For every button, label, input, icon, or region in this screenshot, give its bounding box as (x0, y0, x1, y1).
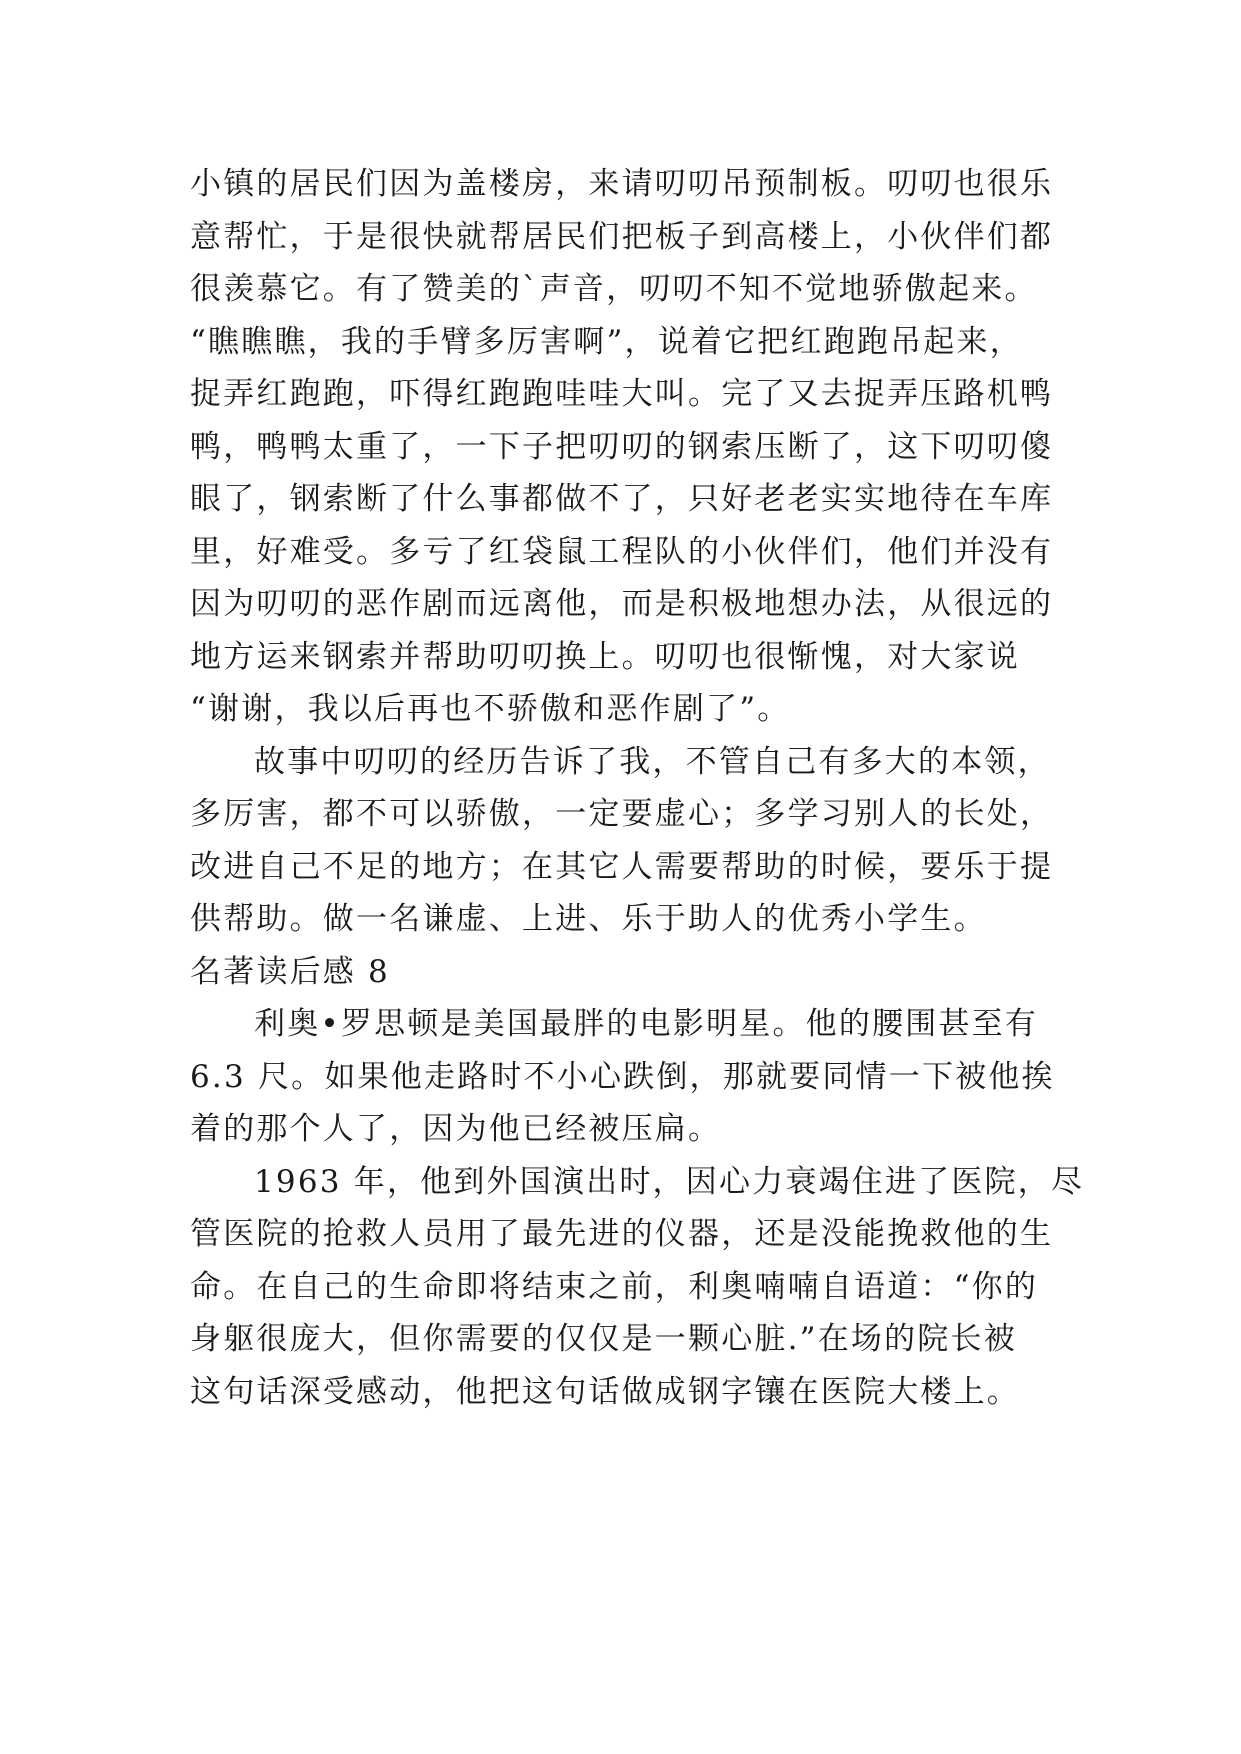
text-line: “谢谢，我以后再也不骄傲和恶作剧了”。 (190, 691, 791, 727)
text-line: 因为叨叨的恶作剧而远离他，而是积极地想办法，从很远的 (190, 586, 1054, 622)
section-heading: 名著读后感 8 (190, 953, 390, 990)
document-page (190, 158, 1085, 1418)
text-line: 很羡慕它。有了赞美的`声音，叨叨不知不觉地骄傲起来。 (190, 271, 1038, 307)
text-line: 这句话深受感动，他把这句话做成钢字镶在医院大楼上。 (190, 1373, 1020, 1410)
text-line: 眼了，钢索断了什么事都做不了，只好老老实实地待在车库 (190, 481, 1054, 517)
text-line: 鸭，鸭鸭太重了，一下子把叨叨的钢索压断了，这下叨叨傻 (190, 428, 1054, 465)
text-line: 地方运来钢索并帮助叨叨换上。叨叨也很惭愧，对大家说 (190, 638, 1020, 675)
text-line: 着的那个人了，因为他已经被压扁。 (190, 1111, 722, 1147)
text-line: 管医院的抢救人员用了最先进的仪器，还是没能挽救他的生 (190, 1216, 1054, 1252)
text-line: 6.3 尺。如果他走路时不小心跌倒，那就要同情一下被他挨 (190, 1058, 1055, 1095)
text-line: 故事中叨叨的经历告诉了我，不管自己有多大的本领， (254, 743, 1051, 780)
text-line: 意帮忙，于是很快就帮居民们把板子到高楼上，小伙伴们都 (190, 218, 1054, 255)
text-line: 利奥•罗思顿是美国最胖的电影明星。他的腰围甚至有 (254, 1006, 1039, 1042)
text-line: 小镇的居民们因为盖楼房，来请叨叨吊预制板。叨叨也很乐 (190, 166, 1054, 202)
text-line: 供帮助。做一名谦虚、上进、乐于助人的优秀小学生。 (190, 901, 987, 937)
text-line: 多厉害，都不可以骄傲，一定要虚心；多学习别人的长处， (190, 796, 1054, 832)
text-line: 命。在自己的生命即将结束之前，利奥喃喃自语道：“你的 (190, 1268, 1039, 1305)
text-line: 捉弄红跑跑，吓得红跑跑哇哇大叫。完了又去捉弄压路机鸭 (190, 376, 1054, 412)
text-line: 身躯很庞大，但你需要的仅仅是一颗心脏.”在场的院长被 (190, 1321, 1017, 1357)
text-line: 改进自己不足的地方；在其它人需要帮助的时候，要乐于提 (190, 848, 1054, 885)
text-line: “瞧瞧瞧，我的手臂多厉害啊”，说着它把红跑跑吊起来， (190, 323, 1023, 360)
text-line: 1963 年，他到外国演出时，因心力衰竭住进了医院，尽 (254, 1163, 1085, 1200)
text-line: 里，好难受。多亏了红袋鼠工程队的小伙伴们，他们并没有 (190, 533, 1054, 570)
